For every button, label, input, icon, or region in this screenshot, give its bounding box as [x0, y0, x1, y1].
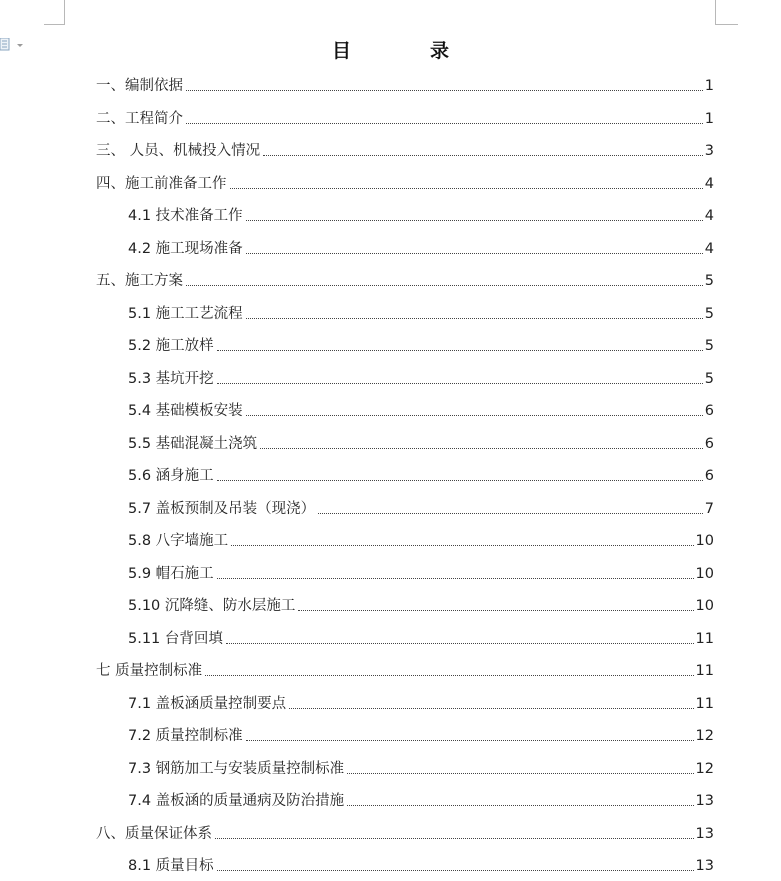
toc-entry[interactable]: [128, 790, 714, 810]
toc-leader-dots: [186, 89, 703, 91]
toc-entry-page-number: 5: [704, 338, 714, 354]
toc-leader-dots: [298, 609, 693, 611]
toc-entry[interactable]: [128, 530, 714, 550]
toc-entry-page-number: 13: [695, 793, 714, 809]
toc-entry-page-number: 6: [704, 403, 714, 419]
toc-entry-page-number: 12: [695, 728, 714, 744]
toc-entry[interactable]: [96, 108, 714, 128]
toc-leader-dots: [289, 707, 693, 709]
toc-entry[interactable]: [128, 595, 714, 615]
toc-entry-page-number: 5: [704, 370, 714, 387]
toc-entry-label: 5.7 盖板预制及吊装（现浇）: [128, 500, 316, 517]
toc-entry[interactable]: [96, 270, 714, 290]
toc-entry-label: 5.4 基础模板安装: [128, 403, 243, 419]
toc-entry[interactable]: [128, 498, 714, 518]
toc-entry-page-number: 1: [704, 110, 714, 127]
toc-entry-page-number: 6: [704, 435, 714, 452]
toc-leader-dots: [217, 382, 703, 384]
page-corner-mark-left: [44, 0, 65, 25]
toc-entry[interactable]: [128, 433, 714, 453]
toc-entry-page-number: 5: [704, 273, 714, 289]
toc-entry-page-number: 11: [695, 663, 714, 679]
toc-entry[interactable]: [96, 75, 714, 95]
toc-entry-page-number: 10: [695, 533, 714, 549]
toc-leader-dots: [226, 642, 694, 644]
toc-entry-label: 三、 人员、机械投入情况: [96, 143, 261, 159]
toc-entry-page-number: 1: [704, 78, 714, 94]
toc-entry-label: 4.2 施工现场准备: [128, 240, 243, 257]
toc-entry-label: 5.1 施工工艺流程: [128, 305, 243, 322]
toc-entry-page-number: 10: [695, 598, 714, 614]
toc-entry[interactable]: [128, 335, 714, 355]
toc-entry-label: 8.1 质量目标: [128, 858, 214, 874]
toc-leader-dots: [217, 577, 694, 579]
toc-entry-page-number: 6: [704, 468, 714, 484]
toc-leader-dots: [260, 447, 703, 449]
toc-entry-page-number: 5: [704, 305, 714, 322]
toc-entry[interactable]: [128, 693, 714, 713]
toc-entry-label: 5.11 台背回填: [128, 630, 223, 647]
toc-entry-label: 4.1 技术准备工作: [128, 208, 243, 224]
toc-entry[interactable]: [128, 855, 714, 875]
toc-entry-label: 七 质量控制标准: [96, 663, 203, 679]
toc-leader-dots: [186, 284, 703, 286]
toc-entry-page-number: 13: [695, 825, 714, 842]
toc-leader-dots: [230, 187, 703, 189]
toc-entry[interactable]: [128, 238, 714, 258]
toc-entry-label: 7.2 质量控制标准: [128, 728, 243, 744]
toc-entry-page-number: 10: [695, 565, 714, 582]
toc-entry-page-number: 4: [704, 208, 714, 224]
toc-entry-label: 7.4 盖板涵的质量通病及防治措施: [128, 793, 345, 809]
toc-leader-dots: [186, 122, 703, 124]
toc-entry-page-number: 11: [695, 630, 714, 647]
toc-entry[interactable]: [96, 173, 714, 193]
toc-leader-dots: [217, 349, 703, 351]
toc-entry[interactable]: [128, 563, 714, 583]
toc-entry-page-number: 4: [704, 175, 714, 192]
toc-entry-page-number: 12: [695, 760, 714, 777]
toc-leader-dots: [246, 739, 694, 741]
toc-entry-label: 5.8 八字墙施工: [128, 533, 229, 549]
toc-entry-label: 7.3 钢筋加工与安装质量控制标准: [128, 760, 345, 777]
toc-leader-dots: [246, 414, 703, 416]
toc-leader-dots: [246, 317, 703, 319]
toc-entry-label: 八、质量保证体系: [96, 825, 212, 842]
toc-entry[interactable]: [128, 465, 714, 485]
toc-entry-label: 5.3 基坑开挖: [128, 370, 214, 387]
toc-leader-dots: [215, 837, 694, 839]
toc-entry[interactable]: [128, 368, 714, 388]
toc-entry[interactable]: [128, 725, 714, 745]
toc-leader-dots: [231, 544, 693, 546]
toc-entry-page-number: 7: [704, 500, 714, 517]
toc-leader-dots: [347, 772, 693, 774]
toc-entry-label: 五、施工方案: [96, 273, 183, 289]
toc-entry-label: 5.2 施工放样: [128, 338, 214, 354]
toc-entry-label: 5.6 涵身施工: [128, 468, 214, 484]
toc-entry-label: 四、施工前准备工作: [96, 175, 227, 192]
toc-entry[interactable]: [96, 660, 714, 680]
toc-leader-dots: [347, 804, 693, 806]
toc-entry[interactable]: [128, 628, 714, 648]
toc-entry-label: 5.5 基础混凝土浇筑: [128, 435, 258, 452]
toc-entry-page-number: 13: [695, 858, 714, 874]
toc-leader-dots: [217, 479, 703, 481]
page-corner-mark-right: [715, 0, 738, 25]
toc-entry[interactable]: [96, 140, 714, 160]
toc-leader-dots: [246, 252, 703, 254]
toc-entry[interactable]: [128, 758, 714, 778]
toc-entry-page-number: 4: [704, 240, 714, 257]
toc-leader-dots: [263, 154, 703, 156]
toc-entry[interactable]: [128, 205, 714, 225]
toc-leader-dots: [246, 219, 703, 221]
toc-entry-label: 5.10 沉降缝、防水层施工: [128, 598, 296, 614]
toc-leader-dots: [205, 674, 693, 676]
toc-leader-dots: [318, 512, 703, 514]
toc-entry-label: 7.1 盖板涵质量控制要点: [128, 695, 287, 712]
toc-entry-label: 一、编制依据: [96, 78, 183, 94]
toc-entry-label: 5.9 帽石施工: [128, 565, 214, 582]
toc-leader-dots: [217, 869, 694, 871]
toc-entry[interactable]: [128, 400, 714, 420]
toc-entry-page-number: 11: [695, 695, 714, 712]
toc-entry[interactable]: [128, 303, 714, 323]
toc-entry-label: 二、工程简介: [96, 110, 183, 127]
toc-entry-page-number: 3: [704, 143, 714, 159]
toc-title: 目 录: [331, 40, 479, 62]
toc-entry[interactable]: [96, 823, 714, 843]
